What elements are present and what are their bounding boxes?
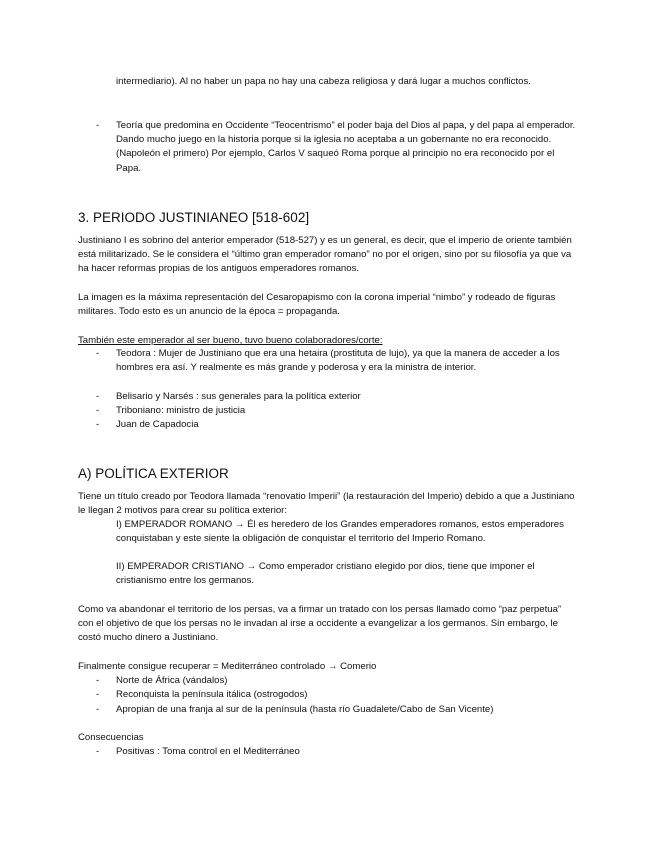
recover-title: Finalmente consigue recuperar = Mediterráneo controlado → Comerio [78, 661, 377, 672]
bullet-theory-text: Teoría que predomina en Occidente “Teocentrismo” el poder baja del Dios al papa, y del papa al emperador. Dando mucho juego en la historia porque si la iglesia no aceptaba a un gobernante no era reconocido. (Napoleón el primero) Por ejemplo, Carlos V saqueó Roma porque al principio no era reconocido por el Papa. [116, 120, 576, 174]
intro-continuation: intermediario). Al no haber un papa no hay una cabeza religiosa y dará lugar a muchos conflictos. [116, 76, 531, 87]
motive-roman: I) EMPERADOR ROMANO → Él es heredero de los Grandes emperadores romanos, estos emperadores conquistaban y este siente la obligación de conquistar el territorio del Imperio Romano. [116, 519, 564, 545]
sectionA-para1: Tiene un título creado por Teodora llamada “renovatio Imperii” (la restauración del Imperio) debido a que a Justiniano le llegan 2 motivos para crear su política exterior: [78, 491, 575, 517]
recovered-item: Apropian de una franja al sur de la península (hasta río Guadalete/Cabo de San Vicente) [116, 704, 494, 715]
recovered-item: Reconquista la península itálica (ostrogodos) [116, 689, 308, 700]
bullet-dash: - [96, 391, 100, 402]
consequence-item: Positivas : Toma control en el Mediterráneo [116, 746, 300, 757]
sectionA-heading: A) POLÍTICA EXTERIOR [78, 466, 229, 481]
bullet-dash: - [96, 704, 100, 715]
section3-para1: Justiniano I es sobrino del anterior emperador (518-527) y es un general, es decir, que el imperio de oriente también está militarizado. Se le considera el “último gran emperador romano” no por el origen, sino por su filosofía ya que va ha hacer reformas propias de los antiguos emperadores romanos. [78, 235, 572, 275]
bullet-dash: - [96, 348, 100, 359]
section3-para2: La imagen es la máxima representación del Cesaropapismo con la corona imperial “nimbo” y rodeado de figuras militares. Todo esto es un anuncio de la época = propaganda. [78, 292, 556, 318]
collaborator-triboniano: Triboniano: ministro de justicia [116, 405, 246, 416]
bullet-dash: - [96, 419, 100, 430]
bullet-dash: - [96, 120, 100, 131]
bullet-dash: - [96, 675, 100, 686]
bullet-dash: - [96, 746, 100, 757]
bullet-dash: - [96, 405, 100, 416]
collaborator-teodora: Teodora : Mujer de Justiniano que era una hetaira (prostituta de lujo), ya que la manera de acceder a los hombres era así. Y realmente es más grande y poderosa y era la ministra de interior. [116, 348, 560, 374]
collaborators-title: También este emperador al ser bueno, tuvo bueno colaboradores/corte: [78, 335, 383, 346]
collaborator-juan: Juan de Capadocia [116, 419, 199, 430]
section3-heading: 3. PERIODO JUSTINIANEO [518-602] [78, 210, 310, 225]
collaborator-belisario: Belisario y Narsés : sus generales para la política exterior [116, 391, 361, 402]
consequences-title: Consecuencias [78, 732, 144, 743]
recovered-item: Norte de África (vándalos) [116, 675, 228, 686]
motive-christian: II) EMPERADOR CRISTIANO → Como emperador cristiano elegido por dios, tiene que imponer el cristianismo entre los germanos. [116, 561, 535, 587]
sectionA-para2: Como va abandonar el territorio de los persas, va a firmar un tratado con los persas llamado como “paz perpetua” con el objetivo de que los persas no le invadan al irse a occidente a evangelizar a los germanos. Sin embargo, le costó mucho dinero a Justiniano. [78, 604, 562, 644]
bullet-dash: - [96, 689, 100, 700]
